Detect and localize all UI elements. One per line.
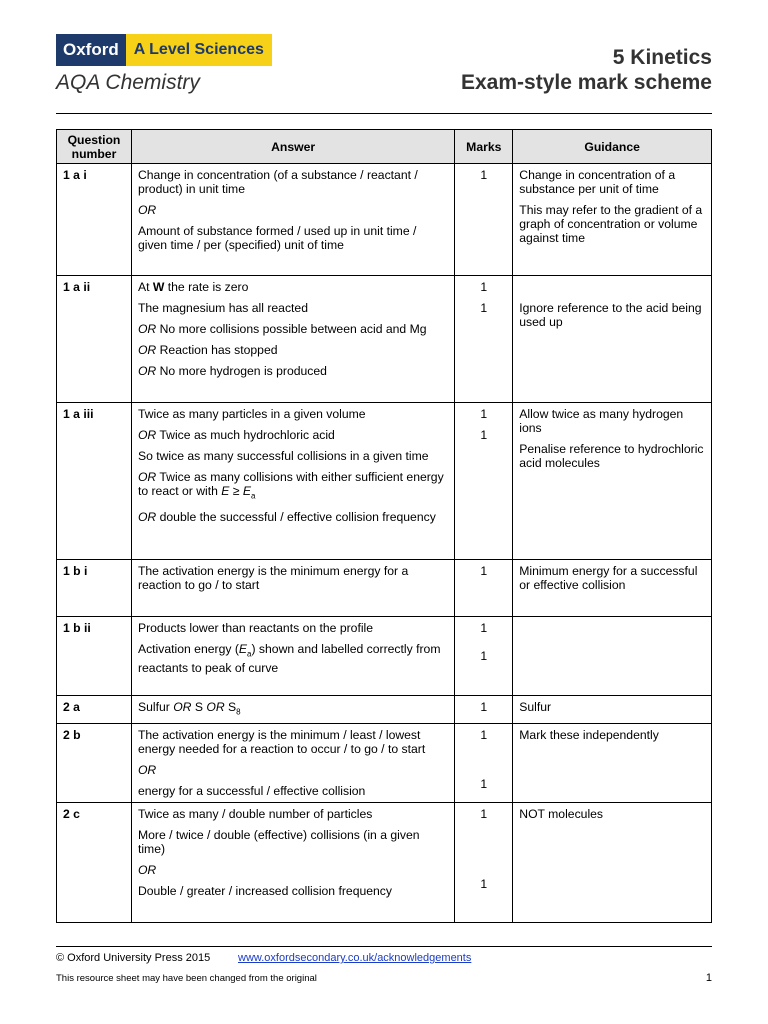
table-row [57,276,712,403]
answer-cell [131,403,454,560]
answer-line: OR [137,863,157,878]
mark-value: 1 [480,649,488,663]
marks-cell [455,803,513,923]
answer-line: So twice as many successful collisions in a given time [137,449,429,463]
oxford-logo [56,34,272,66]
answer-line: OR double the successful / effective collision frequency [137,510,436,525]
table-row [57,403,712,560]
mark-value: 1 [480,564,488,578]
logo-oxford-text: Oxford [56,34,126,66]
guidance-cell [513,617,712,696]
copyright-text: © Oxford University Press 2015 [56,952,211,964]
marks-cell [455,403,513,560]
answer-cell [131,617,454,696]
mark-value: 1 [480,301,488,315]
answer-line: OR No more collisions possible between acid and Mg [137,322,427,336]
guidance-cell [513,403,712,560]
answer-line: OR [137,763,157,778]
column-header-answer: Answer [131,130,454,164]
answer-cell [131,560,454,617]
answer-cell [131,276,454,403]
table-row [57,803,712,923]
answer-line: The activation energy is the minimum energy for a reaction to go / to start [137,564,409,592]
column-header-marks: Marks [455,130,513,164]
table-row [57,696,712,724]
answer-line: At W the rate is zero [137,280,249,294]
answer-line: Change in concentration (of a substance / reactant / product) in unit time [137,168,418,196]
mark-value: 1 [480,280,488,294]
chapter-title: 5 Kinetics [612,46,712,69]
answer-cell [131,724,454,803]
marks-cell [455,276,513,403]
marks-cell [455,617,513,696]
marks-cell [455,724,513,803]
question-number: 2 c [57,803,132,923]
answer-line: Twice as many / double number of particles [137,807,373,822]
guidance-line: NOT molecules [519,807,604,822]
guidance-line: Ignore reference to the acid being used up [519,301,702,329]
guidance-line: This may refer to the gradient of a graph of concentration or volume against time [519,203,703,245]
guidance-cell [513,560,712,617]
column-header-question: Question number [57,130,132,164]
answer-line: Amount of substance formed / used up in unit time / given time / per (specified) unit of time [137,224,417,252]
mark-value: 1 [480,728,488,743]
guidance-cell [513,803,712,923]
answer-cell [131,164,454,276]
marks-cell [455,164,513,276]
answer-line: Double / greater / increased collision frequency [137,884,392,899]
mark-value: 1 [480,777,488,792]
table-header-row [57,130,712,164]
guidance-cell [513,696,712,724]
mark-value: 1 [480,877,488,892]
answer-line: OR Reaction has stopped [137,343,278,357]
acknowledgements-link[interactable]: www.oxfordsecondary.co.uk/acknowledgements [238,952,472,964]
table-row [57,560,712,617]
answer-line: The activation energy is the minimum / least / lowest energy needed for a reaction to occur / to go / to start [137,728,426,757]
guidance-line: Mark these independently [519,728,659,743]
answer-line: Products lower than reactants on the profile [137,621,374,635]
mark-value: 1 [480,168,488,182]
answer-line: More / twice / double (effective) collisions (in a given time) [137,828,420,857]
guidance-line: Sulfur [519,700,552,714]
answer-line: The magnesium has all reacted [137,301,308,315]
guidance-line: Allow twice as many hydrogen ions [519,407,684,435]
page-number: 1 [705,972,712,984]
header-divider [56,113,712,114]
column-header-guidance: Guidance [513,130,712,164]
answer-line: OR Twice as much hydrochloric acid [137,428,335,442]
question-number: 1 b ii [57,617,132,696]
answer-line: OR [137,203,157,217]
answer-cell [131,803,454,923]
guidance-line: Minimum energy for a successful or effective collision [519,564,698,592]
table-row [57,617,712,696]
answer-line: Activation energy $(E_a)$ shown and labelled correctly from reactants to peak of curve [137,642,441,676]
question-number: 1 a ii [57,276,132,403]
mark-value: 1 [480,700,488,714]
footer-divider [56,946,712,947]
marks-cell [455,696,513,724]
document-title: Exam-style mark scheme [461,71,712,94]
answer-line: Sulfur OR S OR $S_8$ [137,700,241,717]
guidance-line [519,280,705,294]
answer-line: OR Twice as many collisions with either sufficient energy to react or with $E \ge E_a$ [137,470,444,501]
guidance-cell [513,724,712,803]
guidance-line: Penalise reference to hydrochloric acid molecules [519,442,704,470]
table-row [57,724,712,803]
question-number: 2 a [57,696,132,724]
subject-title: AQA Chemistry [56,71,200,94]
answer-line: OR No more hydrogen is produced [137,364,327,378]
mark-value: 1 [480,428,488,442]
question-number: 2 b [57,724,132,803]
answer-line: energy for a successful / effective collision [137,784,366,799]
mark-value: 1 [480,621,488,635]
mark-value: 1 [480,807,488,822]
mark-value: 1 [480,407,488,421]
resource-note: This resource sheet may have been changed from the original [56,973,317,984]
guidance-cell [513,276,712,403]
question-number: 1 b i [57,560,132,617]
answer-line: Twice as many particles in a given volume [137,407,366,421]
question-number: 1 a i [57,164,132,276]
question-number: 1 a iii [57,403,132,560]
logo-series-text: A Level Sciences [126,34,272,66]
guidance-cell [513,164,712,276]
table-row [57,164,712,276]
mark-scheme-table [56,129,712,923]
answer-cell [131,696,454,724]
guidance-line: Change in concentration of a substance per unit of time [519,168,676,196]
marks-cell [455,560,513,617]
